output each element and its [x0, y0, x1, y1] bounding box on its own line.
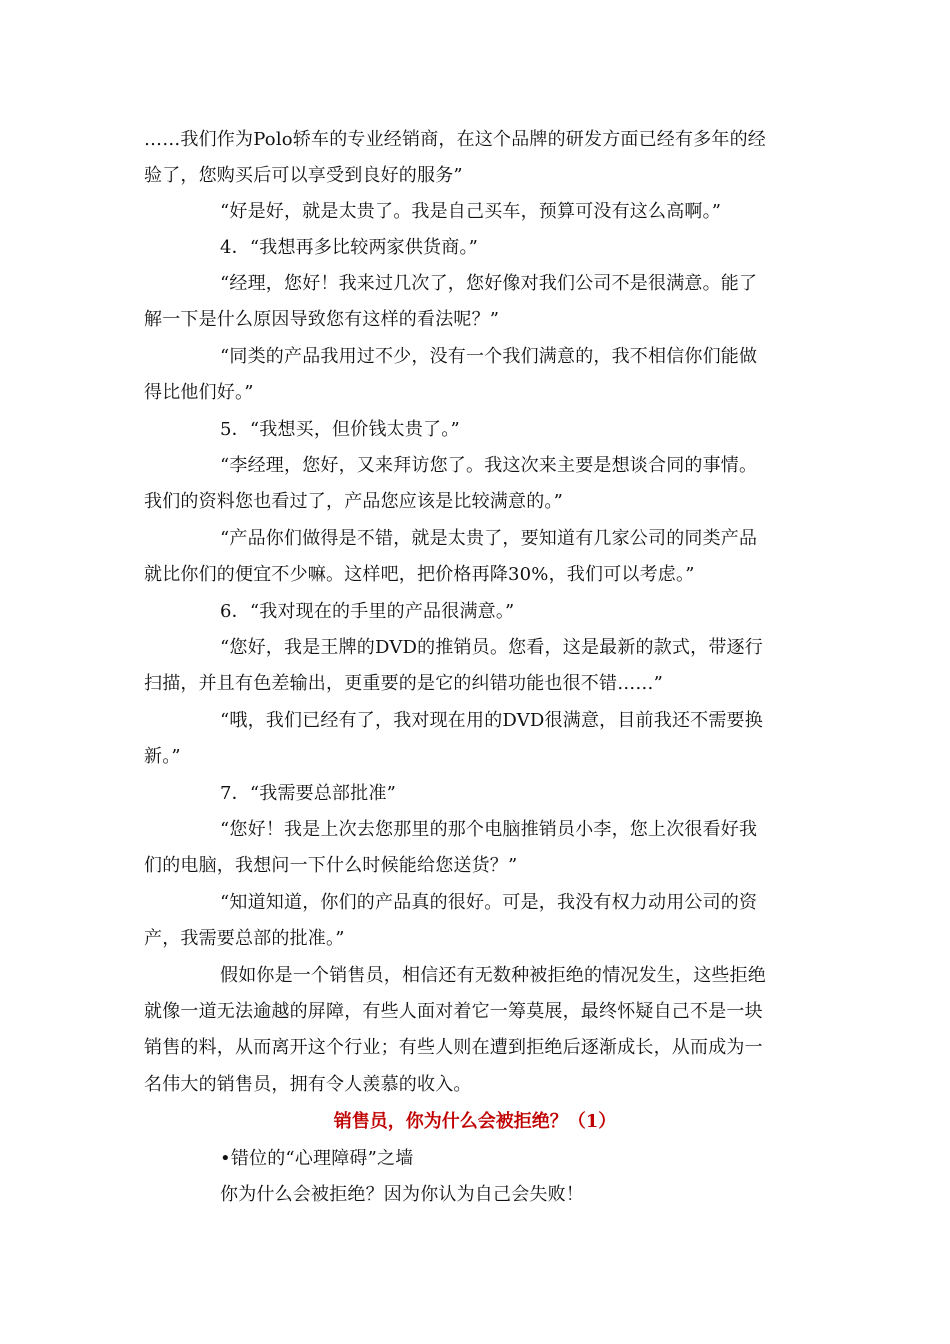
paragraph-line: ……我们作为Polo轿车的专业经销商，在这个品牌的研发方面已经有多年的经 — [144, 129, 767, 150]
paragraph-line: 假如你是一个销售员，相信还有无数种被拒绝的情况发生，这些拒绝 — [220, 965, 766, 986]
paragraph-line: 你为什么会被拒绝？因为你认为自己会失败！ — [220, 1184, 584, 1205]
paragraph-line: 名伟大的销售员，拥有令人羡慕的收入。 — [144, 1074, 472, 1095]
dialogue-line: “产品你们做得是不错，就是太贵了，要知道有几家公司的同类产品 — [220, 528, 758, 549]
dialogue-line: “哦，我们已经有了，我对现在用的DVD很满意，目前我还不需要换 — [220, 710, 763, 731]
dialogue-line: “李经理，您好，又来拜访您了。我这次来主要是想谈合同的事情。 — [220, 455, 758, 476]
dialogue-line: “同类的产品我用过不少，没有一个我们满意的，我不相信你们能做 — [220, 346, 758, 367]
numbered-objection: 4．“我想再多比较两家供货商。” — [220, 237, 479, 258]
dialogue-line: “好是好，就是太贵了。我是自己买车，预算可没有这么高啊。” — [220, 201, 722, 222]
dialogue-line: “经理，您好！我来过几次了，您好像对我们公司不是很满意。能了 — [220, 273, 758, 294]
bullet-line: •错位的“心理障碍”之墙 — [220, 1148, 414, 1169]
dialogue-line: 们的电脑，我想问一下什么时候能给您送货？” — [144, 855, 518, 876]
dialogue-line: 得比他们好。” — [144, 382, 254, 403]
paragraph-line: 就像一道无法逾越的屏障，有些人面对着它一筹莫展，最终怀疑自己不是一块 — [144, 1001, 763, 1022]
dialogue-line: 扫描，并且有色差输出，更重要的是它的纠错功能也很不错……” — [144, 673, 663, 694]
section-heading: 销售员，你为什么会被拒绝？（1） — [333, 1111, 617, 1132]
paragraph-line: 验了，您购买后可以享受到良好的服务” — [144, 165, 463, 186]
numbered-objection: 5．“我想买，但价钱太贵了。” — [220, 419, 460, 440]
numbered-objection: 7．“我需要总部批准” — [220, 783, 397, 804]
dialogue-line: “您好！我是上次去您那里的那个电脑推销员小李，您上次很看好我 — [220, 819, 758, 840]
dialogue-line: 新。” — [144, 746, 181, 767]
paragraph-line: 销售的料，从而离开这个行业；有些人则在遭到拒绝后逐渐成长，从而成为一 — [144, 1037, 763, 1058]
dialogue-line: 我们的资料您也看过了，产品您应该是比较满意的。” — [144, 491, 563, 512]
dialogue-line: “您好，我是王牌的DVD的推销员。您看，这是最新的款式，带逐行 — [220, 637, 763, 658]
dialogue-line: “知道知道，你们的产品真的很好。可是，我没有权力动用公司的资 — [220, 892, 758, 913]
dialogue-line: 产，我需要总部的批准。” — [144, 928, 345, 949]
numbered-objection: 6．“我对现在的手里的产品很满意。” — [220, 601, 515, 622]
dialogue-line: 解一下是什么原因导致您有这样的看法呢？” — [144, 309, 500, 330]
dialogue-line: 就比你们的便宜不少嘛。这样吧，把价格再降30%，我们可以考虑。” — [144, 564, 695, 585]
